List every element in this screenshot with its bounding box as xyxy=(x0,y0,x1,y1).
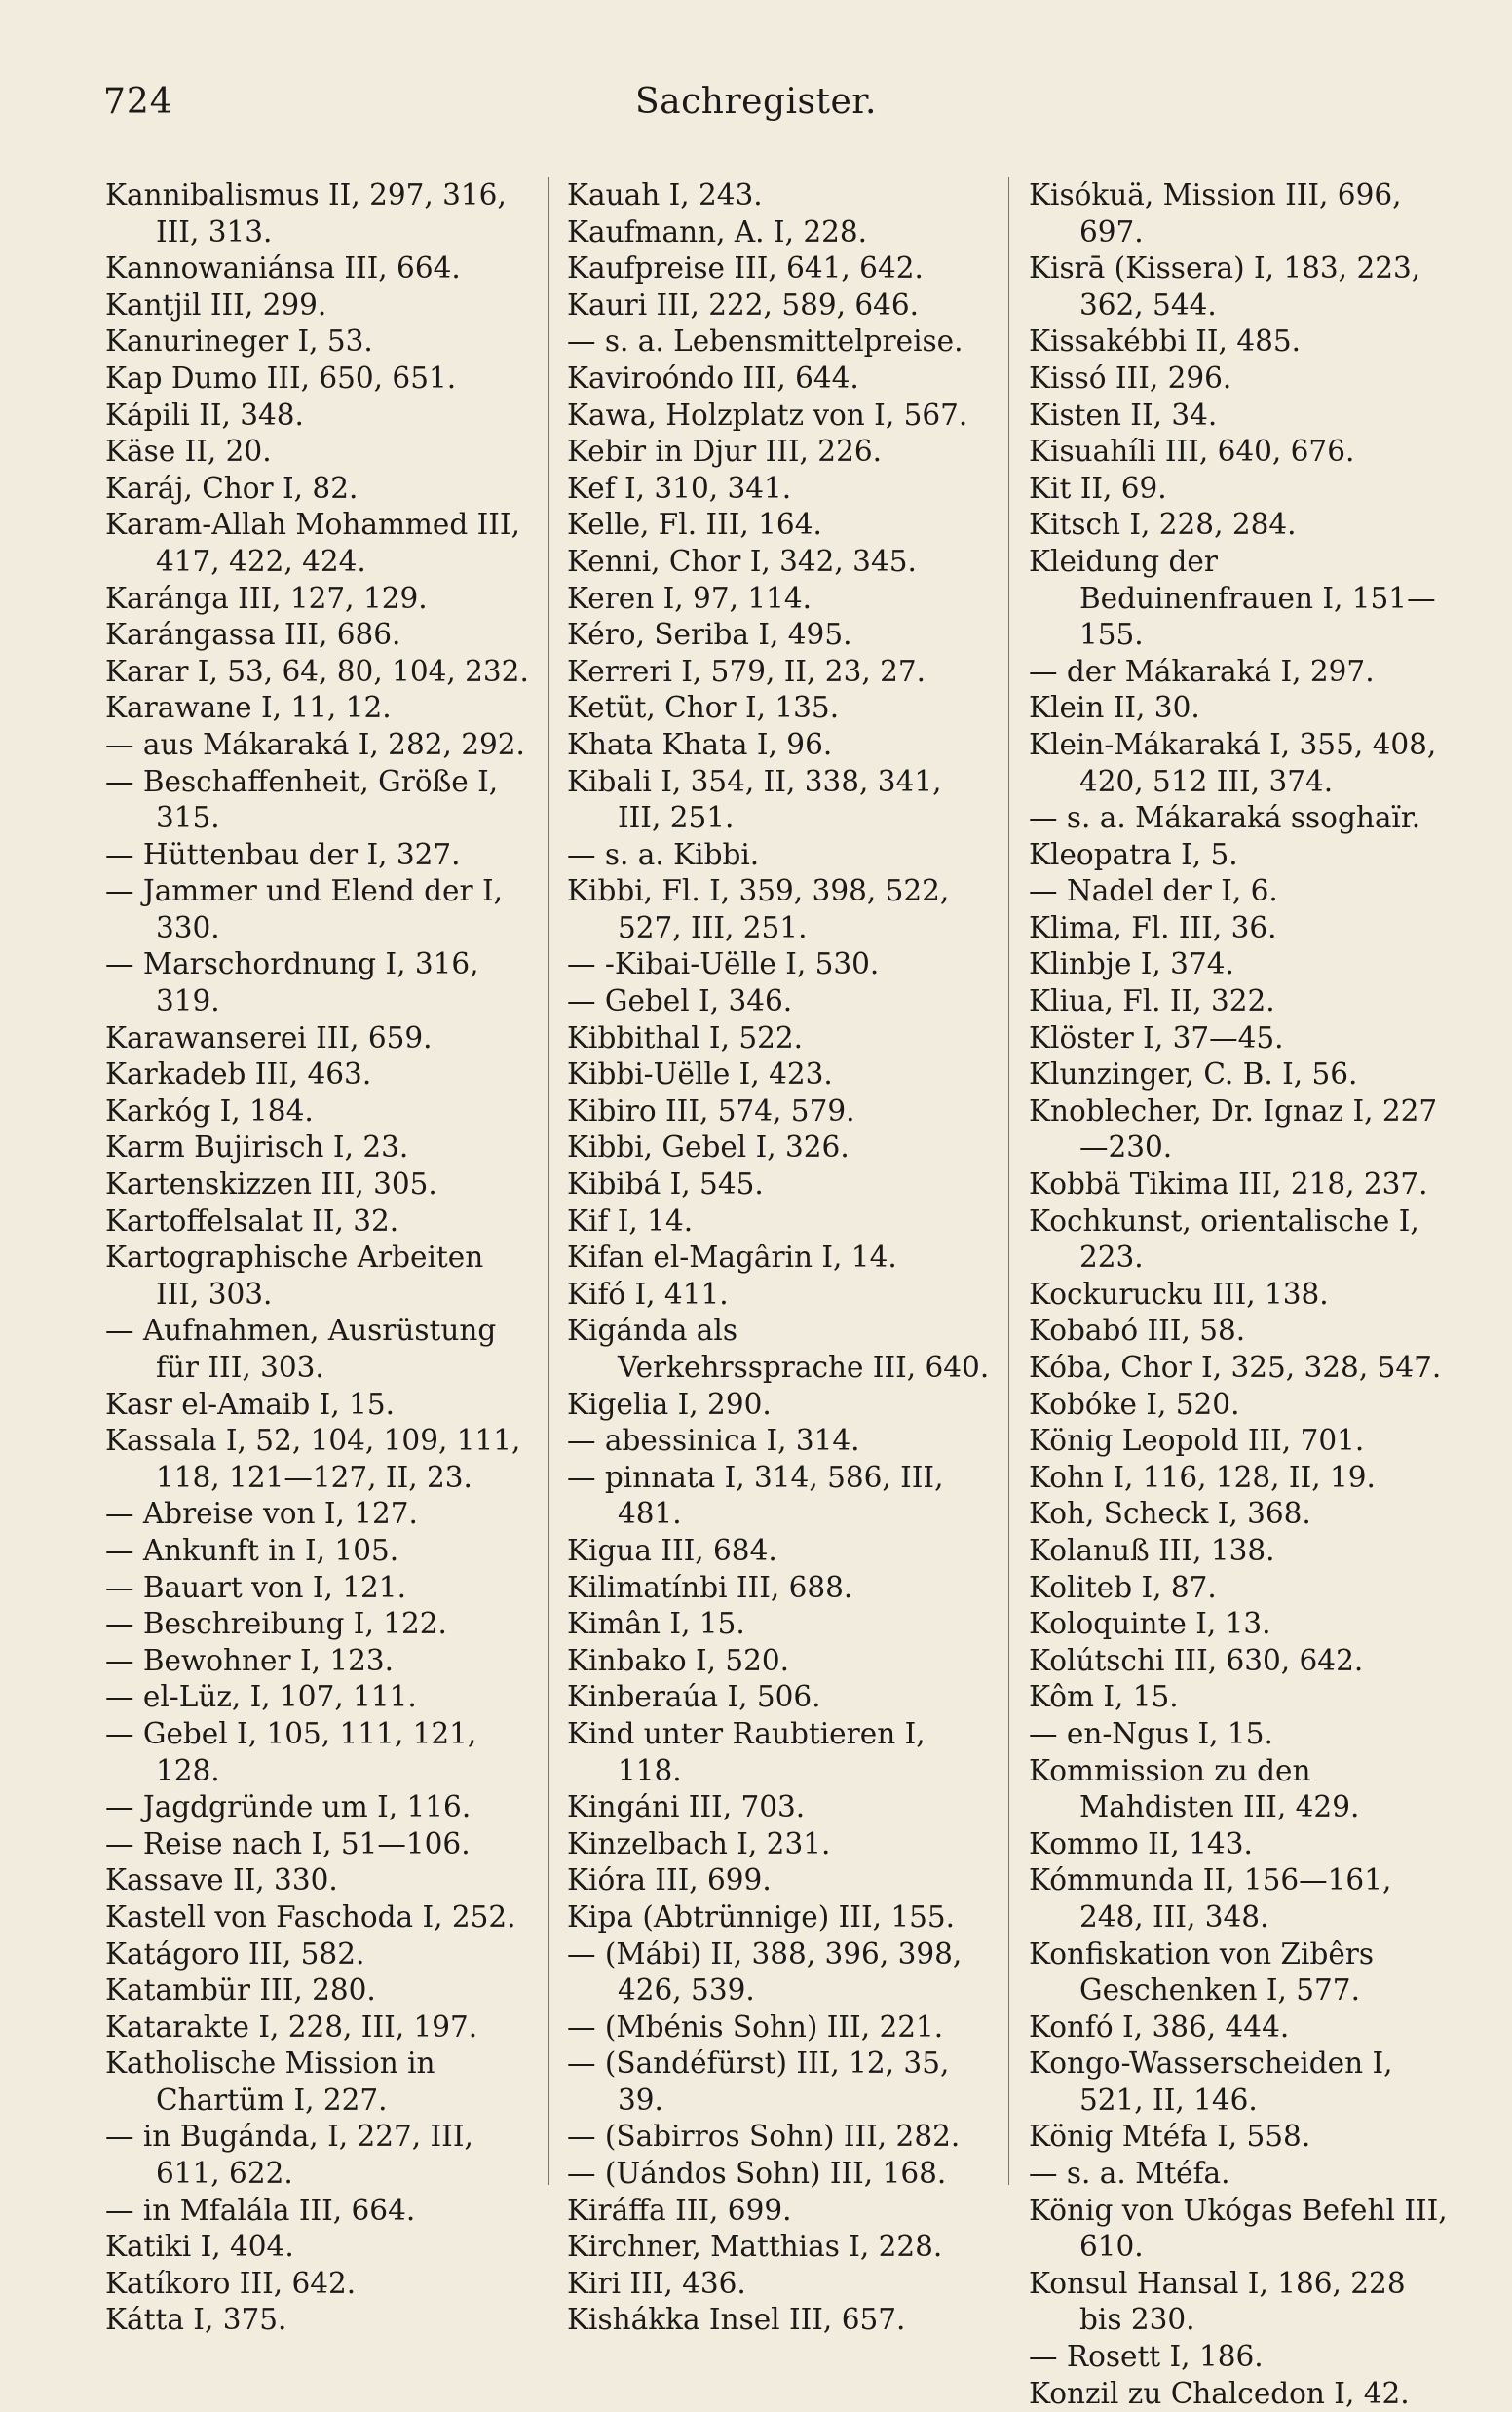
index-entry: Kifó I, 411. xyxy=(567,1277,729,1311)
index-entry: — (Sabirros Sohn) III, 282. xyxy=(567,2120,961,2154)
index-entry: — Jammer und Elend der I, 330. xyxy=(105,874,503,944)
index-entry: Kommo II, 143. xyxy=(1029,1826,1253,1860)
index-entry: Kinzelbach I, 231. xyxy=(567,1826,831,1860)
index-entry: Klein-Mákaraká I, 355, 408, 420, 512 III, 374. xyxy=(1029,727,1437,798)
index-entry: — Jagdgründe um I, 116. xyxy=(105,1790,472,1824)
index-entry: Karm Bujirisch I, 23. xyxy=(105,1130,409,1165)
index-entry: Kisókuä, Mission III, 696, 697. xyxy=(1029,178,1402,249)
index-entry: Ketüt, Chor I, 135. xyxy=(567,691,840,725)
index-entry: Kaviroóndo III, 644. xyxy=(567,361,859,395)
index-entry: Kind unter Raubtieren I, 118. xyxy=(567,1716,926,1787)
index-entry: Käse II, 20. xyxy=(105,435,272,469)
index-entry: — (Sandéfürst) III, 12, 35, 39. xyxy=(567,2047,950,2117)
index-entry: Klima, Fl. III, 36. xyxy=(1029,910,1277,944)
index-entry: Karkadeb III, 463. xyxy=(105,1057,372,1091)
index-entry: Kannibalismus II, 297, 316, III, 313. xyxy=(105,178,507,249)
index-entry: — s. a. Mákaraká ssoghaïr. xyxy=(1029,801,1421,835)
index-entry: — Nadel der I, 6. xyxy=(1029,874,1278,908)
index-entry: Kockurucku III, 138. xyxy=(1029,1277,1329,1311)
index-entry: Klein II, 30. xyxy=(1029,691,1200,725)
index-entry: Karar I, 53, 64, 80, 104, 232. xyxy=(105,654,529,688)
index-entry: Koloquinte I, 13. xyxy=(1029,1607,1271,1641)
index-entry: Kobóke I, 520. xyxy=(1029,1387,1240,1421)
index-entry: — Bauart von I, 121. xyxy=(105,1570,406,1604)
index-entry: — Reise nach I, 51—106. xyxy=(105,1826,471,1860)
index-entry: — (Mábi) II, 388, 396, 398, 426, 539. xyxy=(567,1936,963,2008)
index-entry: Kirchner, Matthias I, 228. xyxy=(567,2230,943,2264)
index-entry: — Beschaffenheit, Größe I, 315. xyxy=(105,764,499,835)
index-entry: Kassave II, 330. xyxy=(105,1863,338,1897)
index-entry: Koliteb I, 87. xyxy=(1029,1570,1217,1604)
index-entry: Konfó I, 386, 444. xyxy=(1029,2010,1290,2044)
index-entry: Kit II, 69. xyxy=(1029,471,1167,505)
index-entry: Kobabó III, 58. xyxy=(1029,1314,1246,1348)
index-entry: Kolanuß III, 138. xyxy=(1029,1533,1275,1567)
index-entry: Kisten II, 34. xyxy=(1029,398,1218,432)
index-entry: Kingáni III, 703. xyxy=(567,1790,806,1824)
index-column-left xyxy=(105,177,529,2337)
index-entry: Kibibá I, 545. xyxy=(567,1168,764,1202)
index-entry: Kauah I, 243. xyxy=(567,178,763,211)
index-entry: — Ankunft in I, 105. xyxy=(105,1533,399,1567)
index-entry: — Rosett I, 186. xyxy=(1029,2340,1264,2374)
index-entry: Kipa (Abtrünnige) III, 155. xyxy=(567,1899,956,1933)
index-entry: Kisuahíli III, 640, 676. xyxy=(1029,435,1355,469)
index-entry: Keren I, 97, 114. xyxy=(567,581,813,615)
index-entry: Kápili II, 348. xyxy=(105,398,304,432)
index-entry: Karánga III, 127, 129. xyxy=(105,581,428,615)
index-column-right xyxy=(1029,177,1453,2410)
index-entry: Kolútschi III, 630, 642. xyxy=(1029,1643,1364,1677)
index-entry: Kongo-Wasserscheiden I, 521, II, 146. xyxy=(1029,2047,1393,2117)
index-entry: Kilimatínbi III, 688. xyxy=(567,1570,853,1604)
index-entry: Kartographische Arbeiten III, 303. xyxy=(105,1241,484,1311)
index-entry: — Gebel I, 105, 111, 121, 128. xyxy=(105,1716,477,1787)
index-entry: König von Ukógas Befehl III, 610. xyxy=(1029,2193,1448,2264)
index-entry: Kap Dumo III, 650, 651. xyxy=(105,361,457,395)
index-entry: — en-Ngus I, 15. xyxy=(1029,1716,1273,1750)
index-entry: Karawanserei III, 659. xyxy=(105,1020,433,1054)
index-entry: Konfiskation von Zibêrs Geschenken I, 577. xyxy=(1029,1936,1375,2008)
index-entry: Kartenskizzen III, 305. xyxy=(105,1168,437,1202)
index-entry: Kigua III, 684. xyxy=(567,1533,777,1567)
index-entry: Katágoro III, 582. xyxy=(105,1936,365,1971)
index-entry: Kátta I, 375. xyxy=(105,2303,287,2337)
index-entry: Kanurineger I, 53. xyxy=(105,325,373,359)
index-entry: Kissakébbi II, 485. xyxy=(1029,325,1301,359)
index-entry: Kef I, 310, 341. xyxy=(567,471,792,505)
index-entry: Karkóg I, 184. xyxy=(105,1093,314,1128)
index-entry: — Hüttenbau der I, 327. xyxy=(105,837,461,871)
index-entry: — Bewohner I, 123. xyxy=(105,1643,395,1677)
index-entry: Katíkoro III, 642. xyxy=(105,2266,357,2300)
index-entry: Kaufpreise III, 641, 642. xyxy=(567,251,924,286)
index-entry: Kantjil III, 299. xyxy=(105,287,327,322)
index-entry: Karawane I, 11, 12. xyxy=(105,691,392,725)
index-entry: Kiri III, 436. xyxy=(567,2266,746,2300)
index-entry: Kinbako I, 520. xyxy=(567,1643,790,1677)
index-entry: Karángassa III, 686. xyxy=(105,618,401,652)
index-entry: — aus Mákaraká I, 282, 292. xyxy=(105,727,525,761)
index-entry: — (Uándos Sohn) III, 168. xyxy=(567,2157,947,2191)
index-entry: Katiki I, 404. xyxy=(105,2230,294,2264)
index-entry: Kommission zu den Mahdisten III, 429. xyxy=(1029,1753,1360,1824)
index-entry: Kishákka Insel III, 657. xyxy=(567,2303,906,2337)
index-entry: Kleidung der Beduinenfrauen I, 151—155. xyxy=(1029,544,1436,652)
index-entry: Kibiro III, 574, 579. xyxy=(567,1093,855,1128)
index-entry: Kiráffa III, 699. xyxy=(567,2193,792,2227)
index-entry: Kliua, Fl. II, 322. xyxy=(1029,984,1275,1018)
index-entry: Kigelia I, 290. xyxy=(567,1387,772,1421)
index-entry: Konsul Hansal I, 186, 228 bis 230. xyxy=(1029,2266,1406,2337)
index-entry: Kleopatra I, 5. xyxy=(1029,837,1238,871)
index-entry: Klöster I, 37—45. xyxy=(1029,1020,1284,1054)
index-entry: König Leopold III, 701. xyxy=(1029,1424,1365,1458)
index-entry: Kóba, Chor I, 325, 328, 547. xyxy=(1029,1351,1442,1384)
index-entry: Khata Khata I, 96. xyxy=(567,727,833,761)
index-entry: Kibbi, Fl. I, 359, 398, 522, 527, III, 251. xyxy=(567,874,950,944)
index-entry: — pinnata I, 314, 586, III, 481. xyxy=(567,1460,944,1531)
index-entry: Kissó III, 296. xyxy=(1029,361,1232,395)
index-entry: Kobbä Tikima III, 218, 237. xyxy=(1029,1168,1428,1202)
index-entry: Klunzinger, C. B. I, 56. xyxy=(1029,1057,1358,1091)
page-header xyxy=(0,76,1512,134)
index-entry: — s. a. Lebensmittelpreise. xyxy=(567,325,964,359)
index-entry: — -Kibai-Uëlle I, 530. xyxy=(567,947,880,981)
index-entry: Kochkunst, orientalische I, 223. xyxy=(1029,1204,1419,1275)
index-entry: Kibbi, Gebel I, 326. xyxy=(567,1130,850,1165)
index-entry: Kartoffelsalat II, 32. xyxy=(105,1204,399,1238)
index-entry: Kelle, Fl. III, 164. xyxy=(567,508,822,542)
index-entry: Kif I, 14. xyxy=(567,1204,694,1238)
index-entry: Kastell von Faschoda I, 252. xyxy=(105,1899,516,1933)
index-entry: Knoblecher, Dr. Ignaz I, 227—230. xyxy=(1029,1093,1438,1165)
index-entry: Kifan el-Magârin I, 14. xyxy=(567,1241,897,1275)
index-entry: Kerreri I, 579, II, 23, 27. xyxy=(567,654,926,688)
index-entry: Kibbi-Uëlle I, 423. xyxy=(567,1057,833,1091)
index-entry: Katarakte I, 228, III, 197. xyxy=(105,2010,478,2044)
index-entry: — Aufnahmen, Ausrüstung für III, 303. xyxy=(105,1314,497,1384)
index-entry: — in Mfalála III, 664. xyxy=(105,2193,416,2227)
index-entry: Kannowaniánsa III, 664. xyxy=(105,251,461,286)
index-entry: Karam-Allah Mohammed III, 417, 422, 424. xyxy=(105,508,520,578)
index-entry: — Beschreibung I, 122. xyxy=(105,1607,447,1641)
index-entry: Kohn I, 116, 128, II, 19. xyxy=(1029,1460,1376,1494)
index-entry: — s. a. Mtéfa. xyxy=(1029,2157,1230,2191)
index-entry: Kauri III, 222, 589, 646. xyxy=(567,287,920,322)
index-column-middle xyxy=(548,177,1009,2337)
index-entry: — in Bugánda, I, 227, III, 611, 622. xyxy=(105,2120,473,2191)
index-entry: Konzil zu Chalcedon I, 42. xyxy=(1029,2376,1410,2410)
running-title: Sachregister. xyxy=(635,82,877,122)
index-entry: — s. a. Kibbi. xyxy=(567,837,760,871)
index-entry: — Gebel I, 346. xyxy=(567,984,793,1018)
index-entry: Kenni, Chor I, 342, 345. xyxy=(567,544,917,578)
index-entry: Kibali I, 354, II, 338, 341, III, 251. xyxy=(567,764,942,835)
index-entry: Katambür III, 280. xyxy=(105,1973,376,2008)
index-entry: — Abreise von I, 127. xyxy=(105,1497,418,1531)
index-entry: Katholische Mission in Chartüm I, 227. xyxy=(105,2047,435,2117)
index-entry: Kimân I, 15. xyxy=(567,1607,745,1641)
index-entry: Kôm I, 15. xyxy=(1029,1680,1179,1714)
page-number: 724 xyxy=(103,82,173,122)
index-entry: Kawa, Holzplatz von I, 567. xyxy=(567,398,968,432)
index-entry: Kióra III, 699. xyxy=(567,1863,772,1897)
index-entry: Kinberaúa I, 506. xyxy=(567,1680,821,1714)
index-entry: Kasr el-Amaib I, 15. xyxy=(105,1387,395,1421)
index-entry: Kitsch I, 228, 284. xyxy=(1029,508,1297,542)
index-entry: — abessinica I, 314. xyxy=(567,1424,860,1458)
index-entry: Karáj, Chor I, 82. xyxy=(105,471,359,505)
index-entry: Kisrā (Kissera) I, 183, 223, 362, 544. xyxy=(1029,251,1421,322)
index-entry: Kassala I, 52, 104, 109, 111, 118, 121—127, II, 23. xyxy=(105,1424,521,1494)
index-entry: — el-Lüz, I, 107, 111. xyxy=(105,1680,417,1714)
index-entry: Kómmunda II, 156—161, 248, III, 348. xyxy=(1029,1863,1392,1933)
index-entry: — der Mákaraká I, 297. xyxy=(1029,654,1375,688)
index-entry: Kéro, Seriba I, 495. xyxy=(567,618,852,652)
index-entry: Klinbje I, 374. xyxy=(1029,947,1234,981)
index-entry: Kebir in Djur III, 226. xyxy=(567,435,882,469)
index-entry: Kaufmann, A. I, 228. xyxy=(567,214,868,249)
index-entry: König Mtéfa I, 558. xyxy=(1029,2120,1311,2154)
index-columns xyxy=(105,177,1450,2410)
index-entry: Kigánda als Verkehrssprache III, 640. xyxy=(567,1314,990,1384)
index-entry: — Marschordnung I, 316, 319. xyxy=(105,947,479,1018)
index-entry: Kibbithal I, 522. xyxy=(567,1020,804,1054)
index-entry: Koh, Scheck I, 368. xyxy=(1029,1497,1311,1531)
index-entry: — (Mbénis Sohn) III, 221. xyxy=(567,2010,944,2044)
